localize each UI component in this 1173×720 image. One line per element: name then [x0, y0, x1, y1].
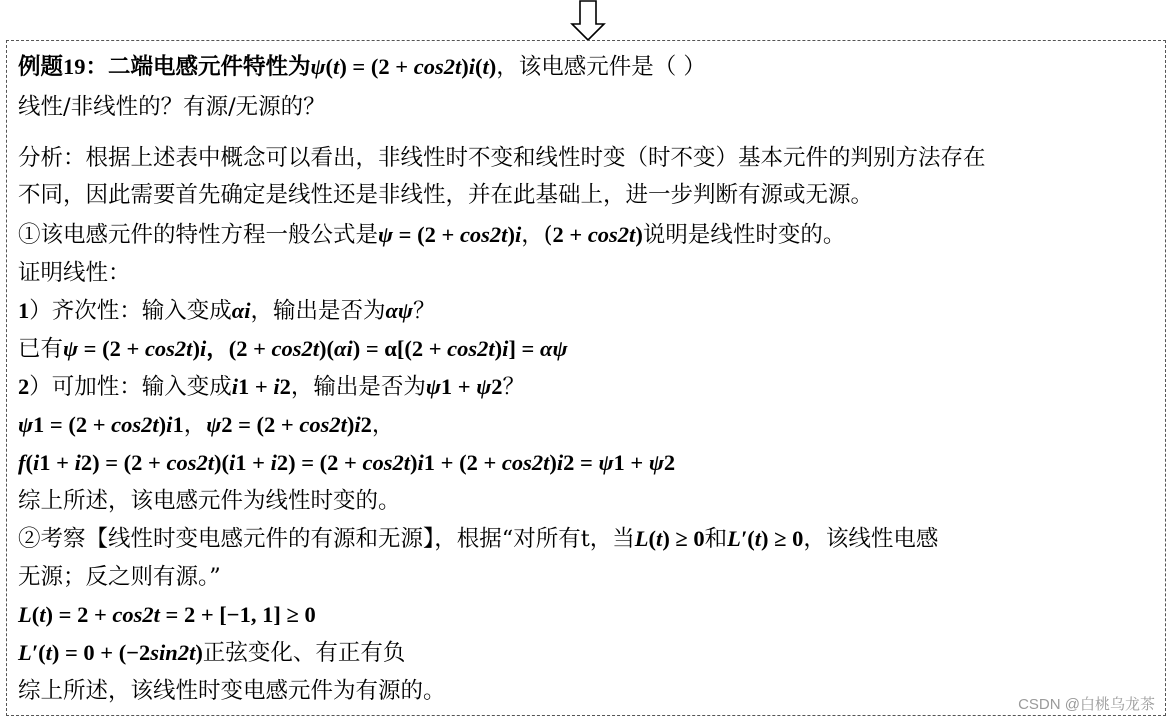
- text-segment: 1 +: [39, 450, 75, 475]
- text-segment: cos2t: [587, 222, 636, 247]
- text-line-13: [18, 524, 938, 554]
- text-segment: ) = α[(2 +: [352, 336, 448, 361]
- text-line-4: [18, 180, 873, 210]
- text-segment: L: [18, 602, 32, 627]
- text-segment: ψ: [425, 374, 441, 399]
- text-segment: i: [270, 450, 277, 475]
- text-segment: ②考察【线性时变电感元件的有源和无源】，根据“对所有t，当: [18, 526, 635, 552]
- text-segment: t: [656, 526, 663, 551]
- text-segment: (: [325, 54, 334, 79]
- text-segment: L: [634, 526, 649, 551]
- text-segment: 1: [18, 298, 30, 323]
- text-segment: 无源；反之则有源。”: [18, 564, 221, 590]
- text-segment: ψ: [476, 374, 492, 399]
- text-segment: ): [488, 54, 497, 79]
- text-segment: ）可加性：输入变成: [29, 374, 232, 400]
- text-segment: 2 +: [552, 222, 588, 247]
- text-segment: 1 +: [235, 450, 271, 475]
- text-segment: i: [468, 54, 475, 79]
- text-segment: ): [494, 336, 503, 361]
- text-segment: cos2t: [501, 450, 550, 475]
- text-segment: ψ: [648, 450, 664, 475]
- text-segment: cos2t: [112, 602, 160, 627]
- text-segment: i: [33, 450, 40, 475]
- text-segment: cos2t: [447, 336, 495, 361]
- text-segment: ): [461, 54, 469, 79]
- text-segment: i: [417, 450, 424, 475]
- text-segment: 2) = (2 +: [276, 450, 363, 475]
- text-segment: ): [507, 222, 515, 247]
- text-segment: 和: [704, 526, 728, 552]
- text-segment: i: [199, 336, 207, 361]
- watermark: CSDN @白桃乌龙茶: [1018, 696, 1155, 713]
- text-segment: cos2t: [111, 412, 159, 437]
- text-segment: ，: [371, 412, 395, 438]
- text-line-11: [18, 448, 675, 478]
- text-segment: cos2t: [362, 450, 410, 475]
- text-segment: )(: [214, 450, 229, 475]
- text-segment: ) = (2 +: [339, 54, 414, 79]
- text-segment: 2: [18, 374, 30, 399]
- text-segment: ψ: [378, 222, 394, 247]
- text-line-10: [18, 410, 394, 440]
- text-segment: 已有: [18, 336, 64, 362]
- text-segment: ): [195, 640, 203, 665]
- text-segment: 1 +: [440, 374, 477, 399]
- text-segment: 不同，因此需要首先确定是线性还是非线性，并在此基础上，进一步判断有源或无源。: [18, 182, 874, 208]
- text-segment: ) = 2 +: [45, 602, 113, 627]
- text-segment: 线性/非线性的？有源/无源的？: [18, 94, 326, 120]
- text-segment: ψ: [598, 450, 614, 475]
- text-segment: cos2t: [271, 336, 320, 361]
- text-segment: (: [474, 54, 483, 79]
- text-segment: 1 +: [613, 450, 649, 475]
- text-segment: 综上所述，该电感元件为线性时变的。: [18, 488, 401, 514]
- down-arrow-icon: [570, 0, 606, 42]
- text-segment: αi: [334, 336, 353, 361]
- text-segment: ？: [502, 374, 526, 400]
- text-segment: ψ: [310, 54, 326, 79]
- text-segment: ): [192, 336, 200, 361]
- text-segment: 1: [172, 412, 184, 437]
- text-line-3: [18, 143, 986, 173]
- text-segment: αψ: [540, 336, 568, 361]
- text-segment: 1 + (2 +: [423, 450, 502, 475]
- text-segment: i: [273, 374, 280, 399]
- text-segment: f: [18, 450, 26, 475]
- text-line-12: [18, 486, 401, 516]
- text-segment: 分析：根据上述表中概念可以看出，非线性时不变和线性时变（时不变）基本元件的判别方法存在: [18, 145, 986, 171]
- text-segment: ψ: [63, 336, 79, 361]
- text-line-5: [18, 220, 845, 250]
- text-line-9: [18, 372, 525, 402]
- text-segment: ψ: [206, 412, 222, 437]
- text-segment: 1 +: [238, 374, 274, 399]
- text-segment: L′: [18, 640, 39, 665]
- text-segment: ①该电感元件的特性方程一般公式是: [18, 222, 379, 248]
- text-segment: 综上所述，该线性时变电感元件为有源的。: [18, 678, 446, 704]
- text-segment: ): [158, 412, 167, 437]
- text-segment: ): [635, 222, 643, 247]
- text-line-15: [18, 600, 316, 630]
- text-segment: cos2t: [459, 222, 508, 247]
- text-segment: i: [231, 374, 239, 399]
- text-line-16: [18, 638, 405, 668]
- text-segment: t: [482, 54, 489, 79]
- text-segment: ）齐次性：输入变成: [29, 298, 232, 324]
- text-segment: i: [229, 450, 236, 475]
- text-segment: ？: [412, 298, 436, 324]
- text-segment: ，: [183, 412, 207, 438]
- text-segment: ): [549, 450, 557, 475]
- text-segment: i: [514, 222, 522, 247]
- text-segment: ): [410, 450, 418, 475]
- text-segment: t: [39, 602, 46, 627]
- text-segment: ] =: [508, 336, 541, 361]
- text-segment: 2: [663, 450, 676, 475]
- text-segment: i: [74, 450, 81, 475]
- text-segment: ，该电感元件是（ ）: [496, 54, 706, 80]
- text-segment: ) ≥ 0: [662, 526, 705, 551]
- text-segment: i: [354, 412, 361, 437]
- text-segment: t: [45, 640, 52, 665]
- text-segment: (: [648, 526, 657, 551]
- text-line-6: [18, 258, 131, 288]
- text-segment: (: [31, 602, 40, 627]
- text-segment: ，输出是否为: [290, 374, 426, 400]
- text-segment: 正弦变化、有正有负: [202, 640, 406, 666]
- text-line-14: [18, 562, 221, 592]
- text-segment: ) ≥ 0: [761, 526, 804, 551]
- text-segment: ): [346, 412, 355, 437]
- text-segment: cos2t: [144, 336, 193, 361]
- text-segment: ，(2 +: [206, 336, 272, 361]
- text-segment: 2: [491, 374, 503, 399]
- text-line-2: [18, 92, 326, 122]
- text-segment: t: [333, 54, 340, 79]
- text-line-1: [18, 52, 706, 82]
- text-line-7: [18, 296, 435, 326]
- text-line-17: [18, 676, 446, 706]
- text-segment: (: [38, 640, 46, 665]
- text-segment: cos2t: [413, 54, 462, 79]
- text-segment: = 2 + [−1, 1] ≥ 0: [159, 602, 316, 627]
- text-segment: (: [25, 450, 33, 475]
- text-segment: t: [754, 526, 762, 551]
- text-segment: 2 =: [563, 450, 599, 475]
- text-segment: ψ: [18, 412, 34, 437]
- text-segment: 1 = (2 +: [33, 412, 112, 437]
- text-segment: ，该线性电感: [803, 526, 939, 552]
- text-segment: 说明是线性时变的。: [642, 222, 846, 248]
- text-segment: i: [502, 336, 509, 361]
- text-segment: i: [556, 450, 564, 475]
- text-segment: ) = 0 + (−2: [51, 640, 151, 665]
- text-segment: i: [166, 412, 173, 437]
- text-segment: 2: [360, 412, 372, 437]
- text-segment: 2 = (2 +: [221, 412, 300, 437]
- text-segment: )(: [319, 336, 335, 361]
- text-segment: αi: [231, 298, 251, 323]
- text-segment: ，(: [521, 222, 553, 248]
- text-segment: cos2t: [299, 412, 347, 437]
- text-segment: 例题19：二端电感元件特性为: [18, 54, 311, 79]
- text-segment: αψ: [385, 298, 413, 323]
- text-segment: L′: [727, 526, 748, 551]
- text-segment: 2: [279, 374, 291, 399]
- text-segment: 2) = (2 +: [80, 450, 167, 475]
- text-segment: ，输出是否为: [250, 298, 386, 324]
- text-segment: sin2t: [150, 640, 196, 665]
- text-segment: = (2 +: [393, 222, 460, 247]
- text-line-8: [18, 334, 568, 364]
- text-segment: = (2 +: [78, 336, 145, 361]
- text-segment: (: [747, 526, 755, 551]
- text-segment: 证明线性：: [18, 260, 131, 286]
- text-segment: cos2t: [166, 450, 214, 475]
